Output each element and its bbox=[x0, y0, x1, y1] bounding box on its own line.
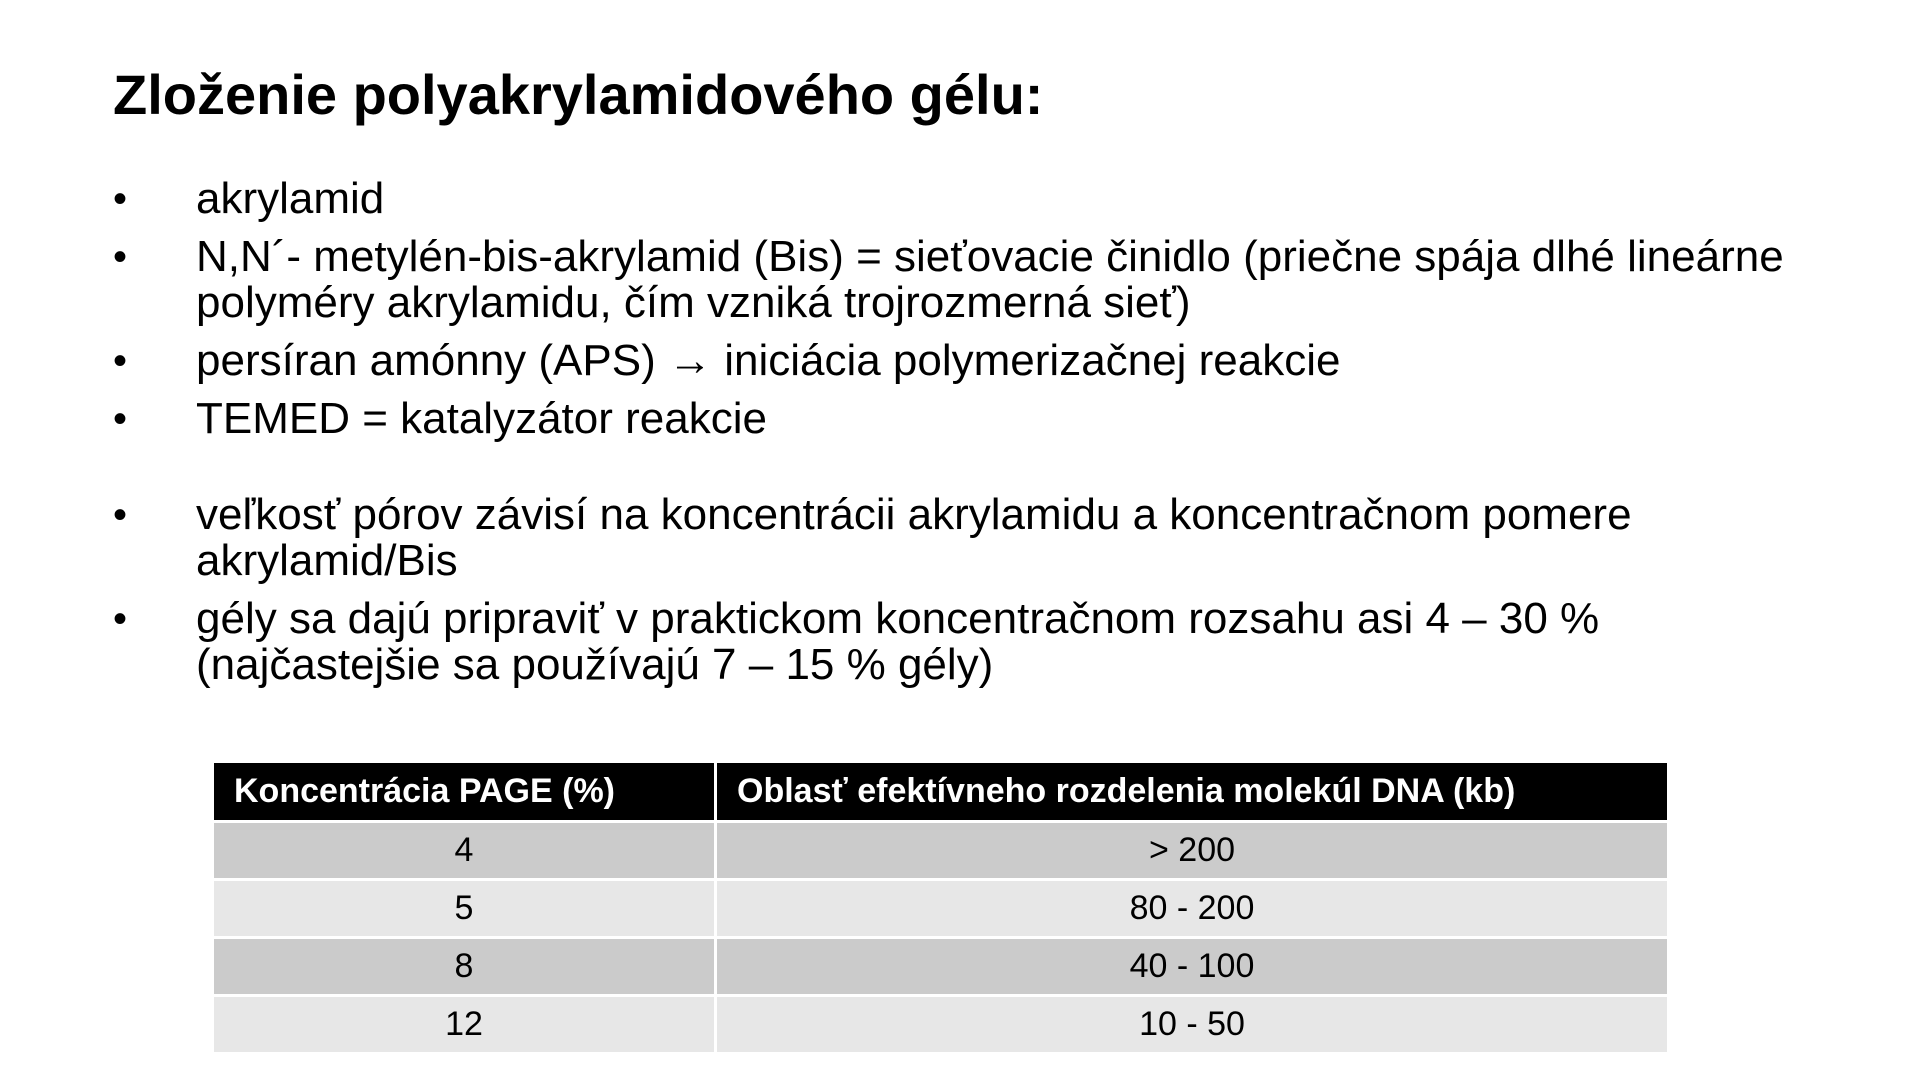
bullet-text: N,N´- metylén-bis-akrylamid (Bis) = sieťovacie činidlo (priečne spája dlhé lineárne polyméry akrylamidu, čím vzniká trojrozmerná sieť) bbox=[196, 232, 1784, 327]
bullet-item bbox=[113, 234, 1813, 326]
table-cell-range: 40 - 100 bbox=[716, 938, 1668, 996]
bullet-text: persíran amónny (APS) → iniciácia polymerizačnej reakcie bbox=[196, 336, 1341, 385]
bullet-item bbox=[113, 176, 1813, 222]
bullet-marker: • bbox=[113, 493, 128, 537]
table-cell-concentration: 5 bbox=[214, 880, 716, 938]
bullet-marker: • bbox=[113, 177, 128, 221]
gel-concentration-table bbox=[214, 763, 1667, 1055]
table-cell-concentration: 4 bbox=[214, 822, 716, 880]
table-cell-range: 10 - 50 bbox=[716, 996, 1668, 1054]
bullet-marker: • bbox=[113, 397, 128, 441]
bullet-marker: • bbox=[113, 339, 128, 383]
table-cell-concentration: 12 bbox=[214, 996, 716, 1054]
bullet-text: akrylamid bbox=[196, 174, 385, 223]
bullet-list bbox=[113, 176, 1813, 700]
bullet-marker: • bbox=[113, 597, 128, 641]
bullet-text: gély sa dajú pripraviť v praktickom koncentračnom rozsahu asi 4 – 30 % (najčastejšie sa používajú 7 – 15 % gély) bbox=[196, 594, 1600, 689]
table-cell-range: 80 - 200 bbox=[716, 880, 1668, 938]
gel-concentration-table-wrapper bbox=[214, 763, 1667, 1055]
bullet-item bbox=[113, 396, 1813, 442]
bullet-text: TEMED = katalyzátor reakcie bbox=[196, 394, 767, 443]
table-row bbox=[214, 822, 1667, 880]
table-header-separation-range: Oblasť efektívneho rozdelenia molekúl DNA (kb) bbox=[716, 763, 1668, 822]
table-header-concentration: Koncentrácia PAGE (%) bbox=[214, 763, 716, 822]
bullet-item bbox=[113, 338, 1813, 384]
table-row bbox=[214, 880, 1667, 938]
table-row bbox=[214, 938, 1667, 996]
table-cell-range: > 200 bbox=[716, 822, 1668, 880]
table-header-row bbox=[214, 763, 1667, 822]
slide-title: Zloženie polyakrylamidového gélu: bbox=[113, 63, 1044, 126]
table-row bbox=[214, 996, 1667, 1054]
bullet-text: veľkosť pórov závisí na koncentrácii akrylamidu a koncentračnom pomere akrylamid/Bis bbox=[196, 490, 1632, 585]
bullet-item bbox=[113, 492, 1813, 584]
bullet-item bbox=[113, 596, 1813, 688]
table-cell-concentration: 8 bbox=[214, 938, 716, 996]
bullet-marker: • bbox=[113, 235, 128, 279]
